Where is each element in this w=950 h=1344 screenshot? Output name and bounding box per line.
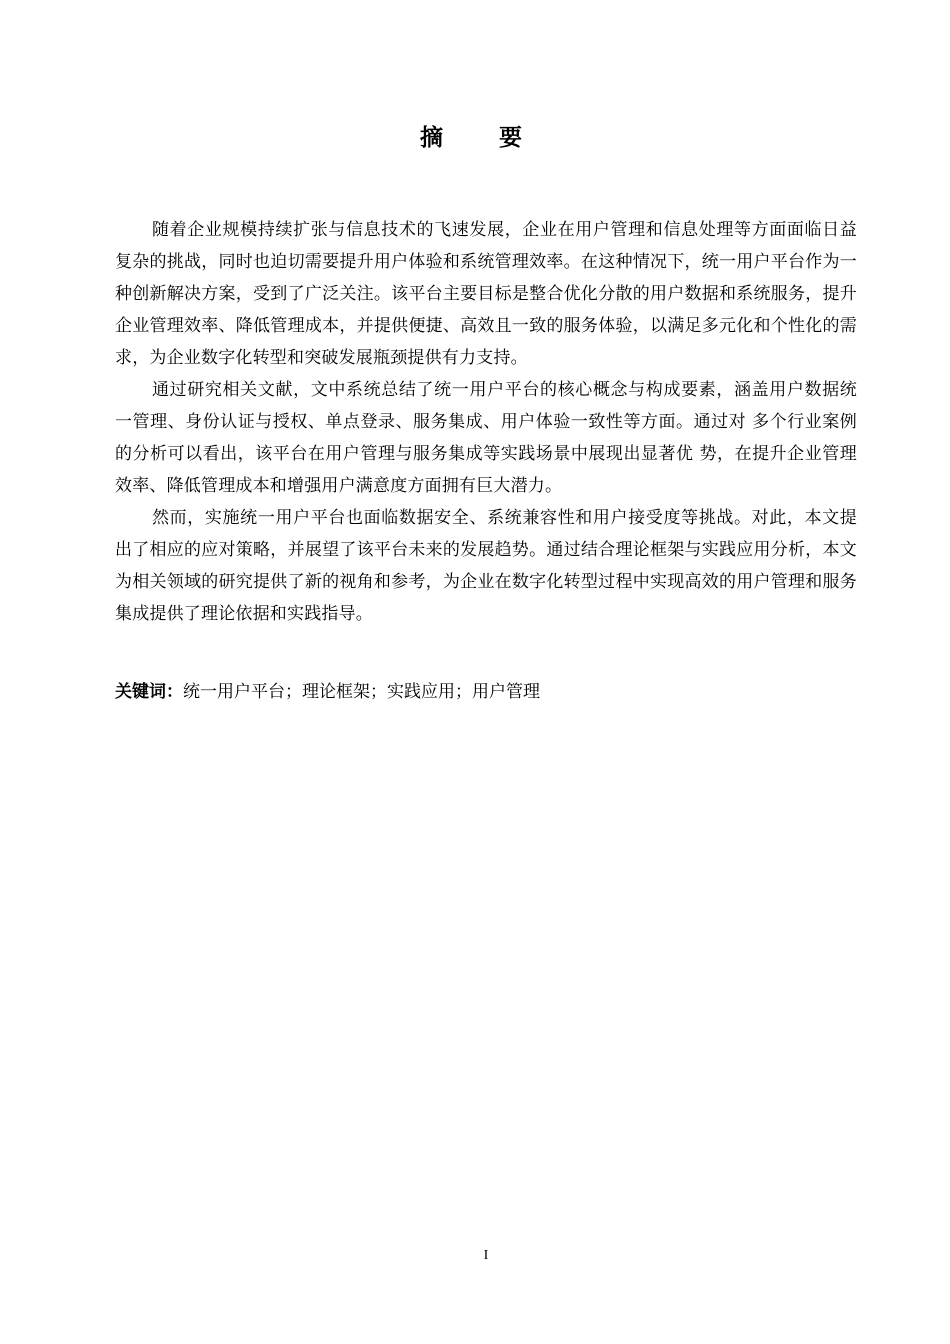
abstract-paragraph-2: 通过研究相关文献，文中系统总结了统一用户平台的核心概念与构成要素，涵盖用户数据统一管理、身份认证与授权、单点登录、服务集成、用户体验一致性等方面。通过对 多个行业案例的分析可以看出，该平台在用户管理与服务集成等实践场景中展现出显著优 势，在提升企业管理效率、降低管理成本和增强用户满意度方面拥有巨大潜力。 <box>115 380 857 496</box>
abstract-paragraph-3: 然而，实施统一用户平台也面临数据安全、系统兼容性和用户接受度等挑战。对此，本文提出了相应的应对策略，并展望了该平台未来的发展趋势。通过结合理论框架与实践应用分析，本文为相关领域的研究提供了新的视角和参考，为企业在数字化转型过程中实现高效的用户管理和服务集成提供了理论依据和实践指导。 <box>115 508 857 624</box>
page-number: I <box>483 1248 489 1263</box>
keywords-line <box>115 676 857 708</box>
abstract-title: 摘 要 <box>419 125 546 151</box>
keywords-label: 关键词： <box>115 682 183 702</box>
abstract-paragraph-1: 随着企业规模持续扩张与信息技术的飞速发展，企业在用户管理和信息处理等方面面临日益复杂的挑战，同时也迫切需要提升用户体验和系统管理效率。在这种情况下，统一用户平台作为一种创新解决方案，受到了广泛关注。该平台主要目标是整合优化分散的用户数据和系统服务，提升企业管理效率、降低管理成本，并提供便捷、高效且一致的服务体验，以满足多元化和个性化的需求，为企业数字化转型和突破发展瓶颈提供有力支持。 <box>115 220 857 368</box>
abstract-body <box>115 214 857 630</box>
keywords-text: 统一用户平台；理论框架；实践应用；用户管理 <box>183 682 540 702</box>
